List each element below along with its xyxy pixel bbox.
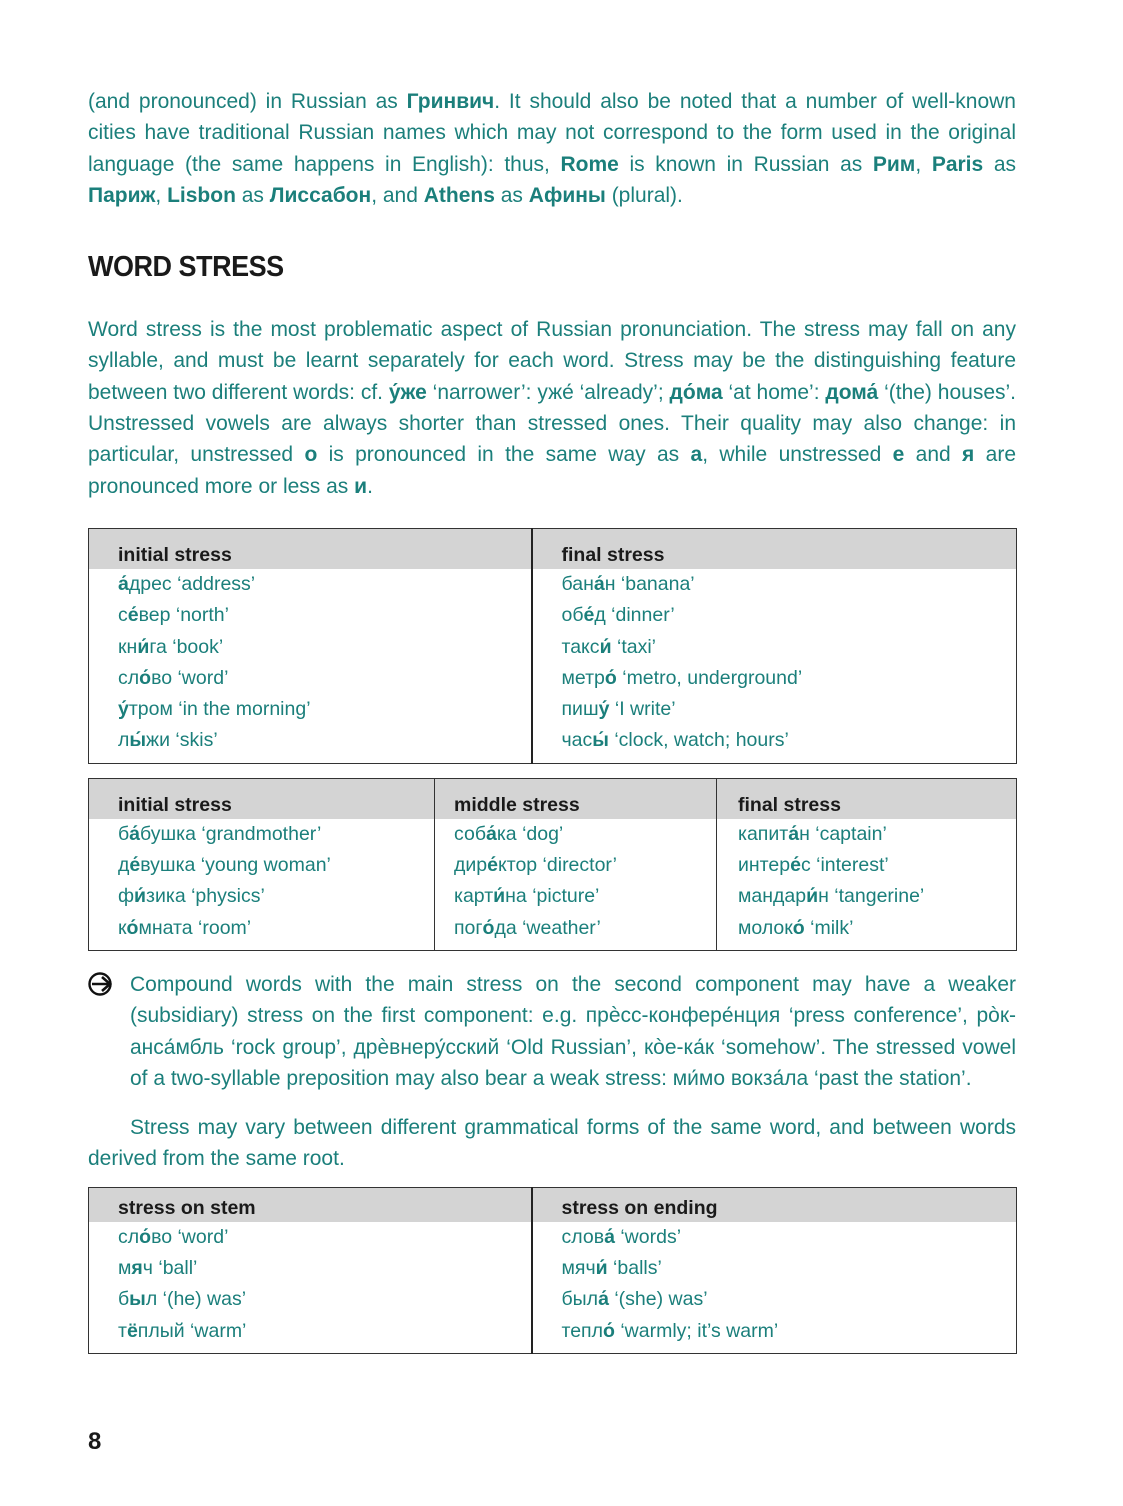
table-cell [89,663,532,694]
text-run: сл [118,666,140,689]
bold-text: а́ [604,1225,615,1248]
text-run: кн [118,635,138,658]
table-cell [435,819,717,850]
table-cell [89,850,435,881]
table-cell [89,1284,532,1315]
bold-text: о́ [139,666,152,689]
text-run: вер ‘north’ [138,604,229,627]
text-run: ф [118,885,135,908]
table-cell [717,850,1017,881]
bold-text: е [892,443,905,467]
bold-text: у́ [118,698,129,721]
text-run: , and [371,183,424,207]
text-run: is known in Russian as [618,152,873,176]
bold-text: Athens [423,183,495,207]
bold-text: а́ [593,572,605,595]
table-row [89,850,1017,881]
table-cell [435,850,717,881]
text-run: and [904,443,963,467]
table-cell [532,632,1017,663]
text-run: , while unstressed [702,443,893,467]
bold-text: у́же [388,380,427,404]
text-run: га ‘book’ [149,635,224,658]
column-header: initial stress [89,778,435,819]
table-cell [89,913,435,951]
text-run: л ‘(he) was’ [145,1288,247,1311]
word-stress-paragraph [88,314,1016,502]
bold-text: ы́ [592,729,609,752]
text-run: тепл [561,1319,603,1342]
grammatical-forms-paragraph: Stress may vary between different grammatical forms of the same word, and between words derived from the same root. [88,1116,1016,1171]
text-run: мандар [738,885,807,908]
text-run: д [118,854,130,877]
text-run: мяч [561,1257,596,1280]
table-body [89,569,1017,763]
bold-text: а́ [118,572,129,595]
text-run: ‘warmly; it’s warm’ [614,1319,779,1342]
text-run: такс [561,635,600,658]
table-cell [532,694,1017,725]
text-run: н ‘banana’ [604,572,695,595]
text-run: б [118,1288,130,1311]
bold-text: до́ма [669,380,723,404]
table-cell [435,913,717,951]
table-cell [532,663,1017,694]
table-cell [435,881,717,912]
intro-paragraph [88,86,1016,211]
table-cell [532,725,1017,763]
table-cell [89,881,435,912]
bold-text: и́ [599,635,612,658]
table-cell [89,1316,532,1354]
table-header-row [89,528,1017,569]
column-header: stress on ending [532,1187,1017,1222]
bold-text: о́ [482,916,495,939]
text-run: об [561,604,584,627]
bold-text: ё [126,1319,138,1342]
text-run: слов [561,1225,605,1248]
bold-text: е́ [790,854,801,877]
text-run: Word stress is the most problematic aspect of Russian pronunciation. The stress may fall on any syllable, and must be learnt separately for each word. Stress may be the distinguishing feature between two different words: cf. [88,318,1016,404]
table-row [89,1253,1017,1284]
table-cell [717,913,1017,951]
table-row [89,569,1017,600]
bold-text: Paris [931,152,984,176]
column-header: stress on stem [89,1187,532,1222]
text-run: зика ‘physics’ [146,885,265,908]
note-text: Compound words with the main stress on the second component may have a weaker (subsidiary) stress on the first component: e.g. прѐсс-конфере́нция ‘press conference’, рòк-анса́мбль ‘rock group’, дрѐвнеру́сский ‘Old Russian’, кòе-ка́к ‘somehow’. The stressed vowel of a two-syllable preposition may also bear a weak stress: ми́мо вокза́ла ‘past the station’. [130,972,1016,1090]
text-run: на ‘picture’ [505,885,600,908]
table-header-row [89,778,1017,819]
table-body [89,819,1017,951]
table-row [89,1222,1017,1253]
bold-text: о́ [126,916,139,939]
text-run: ‘I write’ [609,698,676,721]
column-header: final stress [532,528,1017,569]
text-run: с [118,604,128,627]
bold-text: ы [129,1288,146,1311]
text-run: ч ‘ball’ [142,1257,198,1280]
text-run: (and pronounced) in Russian as [88,90,407,113]
text-run: мната ‘room’ [138,916,252,939]
bold-text: и́ [137,635,150,658]
text-run: н ‘tangerine’ [818,885,925,908]
text-run: ‘narrower’: уже́ ‘already’; [426,380,670,404]
bold-text: и́ [806,885,819,908]
text-run: ка ‘dog’ [496,822,564,845]
text-run: as [235,183,270,207]
table-cell [532,569,1017,600]
table-cell [89,569,532,600]
text-run: д ‘dinner’ [594,604,675,627]
bold-text: дома́ [825,380,879,404]
bold-text: Гринвич [406,90,495,113]
text-run: н ‘captain’ [799,822,887,845]
text-run: т [118,1319,127,1342]
table-cell [89,694,532,725]
arrow-right-circle-icon [88,971,114,997]
text-run: ктор ‘director’ [497,854,617,877]
text-run: ‘clock, watch; hours’ [608,729,789,752]
text-run: тром ‘in the morning’ [128,698,311,721]
text-run: с ‘interest’ [800,854,889,877]
text-run: , [155,183,168,207]
section-title: WORD STRESS [88,251,284,284]
text-run: бан [561,572,594,595]
text-run: ‘balls’ [607,1257,662,1280]
bold-text: а́ [788,822,800,845]
bold-text: и́ [134,885,147,908]
bold-text: Афины [528,183,606,207]
text-run: as [983,152,1016,176]
bold-text: а [690,443,703,467]
stress-table-two-syllable [88,528,1017,764]
text-run: метр [561,666,605,689]
bold-text: о [304,443,318,467]
note-block [88,969,1016,1094]
text-run: б [118,822,130,845]
table-row [89,725,1017,763]
text-run: is pronounced in the same way as [317,443,691,467]
text-run: . [367,474,373,498]
text-run: вушка ‘young woman’ [140,854,331,877]
text-run: ‘(the) houses’. Unstressed vowels are always shorter than stressed ones. Their quality may also change: in particular, unstressed [88,380,1016,467]
bold-text: у́ [598,698,610,721]
text-run: пог [454,916,483,939]
text-run: был [561,1288,599,1311]
text-run: (plural). [605,183,683,207]
bold-text: Рим [872,152,916,176]
text-run: молок [738,916,793,939]
table-row [89,600,1017,631]
table-cell [532,1253,1017,1284]
text-run: карт [454,885,494,908]
bold-text: Лиссабон [269,183,372,207]
text-run: во ‘word’ [151,1225,229,1248]
page-number: 8 [88,1428,102,1455]
table-row [89,1284,1017,1315]
bold-text: о́ [792,916,805,939]
bold-text: о́ [139,1225,152,1248]
table-row [89,881,1017,912]
text-run: час [561,729,593,752]
text-run: , [915,152,932,176]
table-row [89,1316,1017,1354]
table-cell [532,1316,1017,1354]
text-run: бушка ‘grandmother’ [140,822,322,845]
text-run: м [118,1257,132,1280]
text-run: are pronounced more or less as [88,443,1017,498]
column-header: middle stress [435,778,717,819]
column-header: final stress [717,778,1017,819]
table-cell [89,725,532,763]
bold-text: о́ [604,666,617,689]
table-cell [532,1222,1017,1253]
text-run: интер [738,854,791,877]
text-run: ‘milk’ [804,916,854,939]
bold-text: Париж [88,183,156,207]
bold-text: и [354,474,368,498]
bold-text: я [131,1257,143,1280]
stress-table-grammatical-forms [88,1187,1017,1354]
table-cell [717,819,1017,850]
text-run: жи ‘skis’ [146,729,218,752]
text-run: сл [118,1225,140,1248]
table-row [89,819,1017,850]
column-header: initial stress [89,528,532,569]
table-header-row [89,1187,1017,1222]
text-run: дрес ‘address’ [128,572,256,595]
bold-text: Lisbon [167,183,236,207]
table-cell [89,1253,532,1284]
table-cell [89,819,435,850]
text-run: во ‘word’ [151,666,229,689]
table-cell [717,881,1017,912]
page-content [88,86,1016,1354]
table-row [89,694,1017,725]
table-cell [89,1222,532,1253]
stress-table-three-syllable [88,778,1017,951]
bold-text: е́ [129,854,141,877]
text-run: пиш [561,698,599,721]
text-run: к [118,916,127,939]
bold-text: и́ [493,885,506,908]
bold-text: ы́ [129,729,147,752]
table-cell [89,600,532,631]
text-run: ‘words’ [614,1225,682,1248]
text-run: ‘metro, underground’ [616,666,803,689]
bold-text: а́ [598,1288,609,1311]
table-row [89,913,1017,951]
bold-text: е́ [583,604,595,627]
table-cell [532,600,1017,631]
table-row [89,632,1017,663]
bold-text: е́ [487,854,498,877]
text-run: капит [738,822,789,845]
bold-text: е́ [127,604,139,627]
bold-text: о́ [603,1319,615,1342]
text-run: ‘(she) was’ [608,1288,708,1311]
bold-text: а́ [485,822,497,845]
text-run: плый ‘warm’ [137,1319,247,1342]
text-run: ‘taxi’ [611,635,656,658]
bold-text: я [962,443,975,467]
text-run: as [494,183,529,207]
bold-text: и́ [595,1257,608,1280]
text-run: ‘at home’: [722,380,826,404]
table-cell [89,632,532,663]
table-body [89,1222,1017,1354]
text-run: да ‘weather’ [494,916,601,939]
table-row [89,663,1017,694]
table-cell [532,1284,1017,1315]
text-run: соб [454,822,486,845]
text-run: дир [454,854,488,877]
text-run: . It should also be noted that a number of well-known cities have traditional Russian names which may not correspond to the form used in the original language (the same happens in English): thus, [88,90,1016,176]
bold-text: а́ [129,822,141,845]
bold-text: Rome [560,152,619,176]
text-run: л [118,729,130,752]
